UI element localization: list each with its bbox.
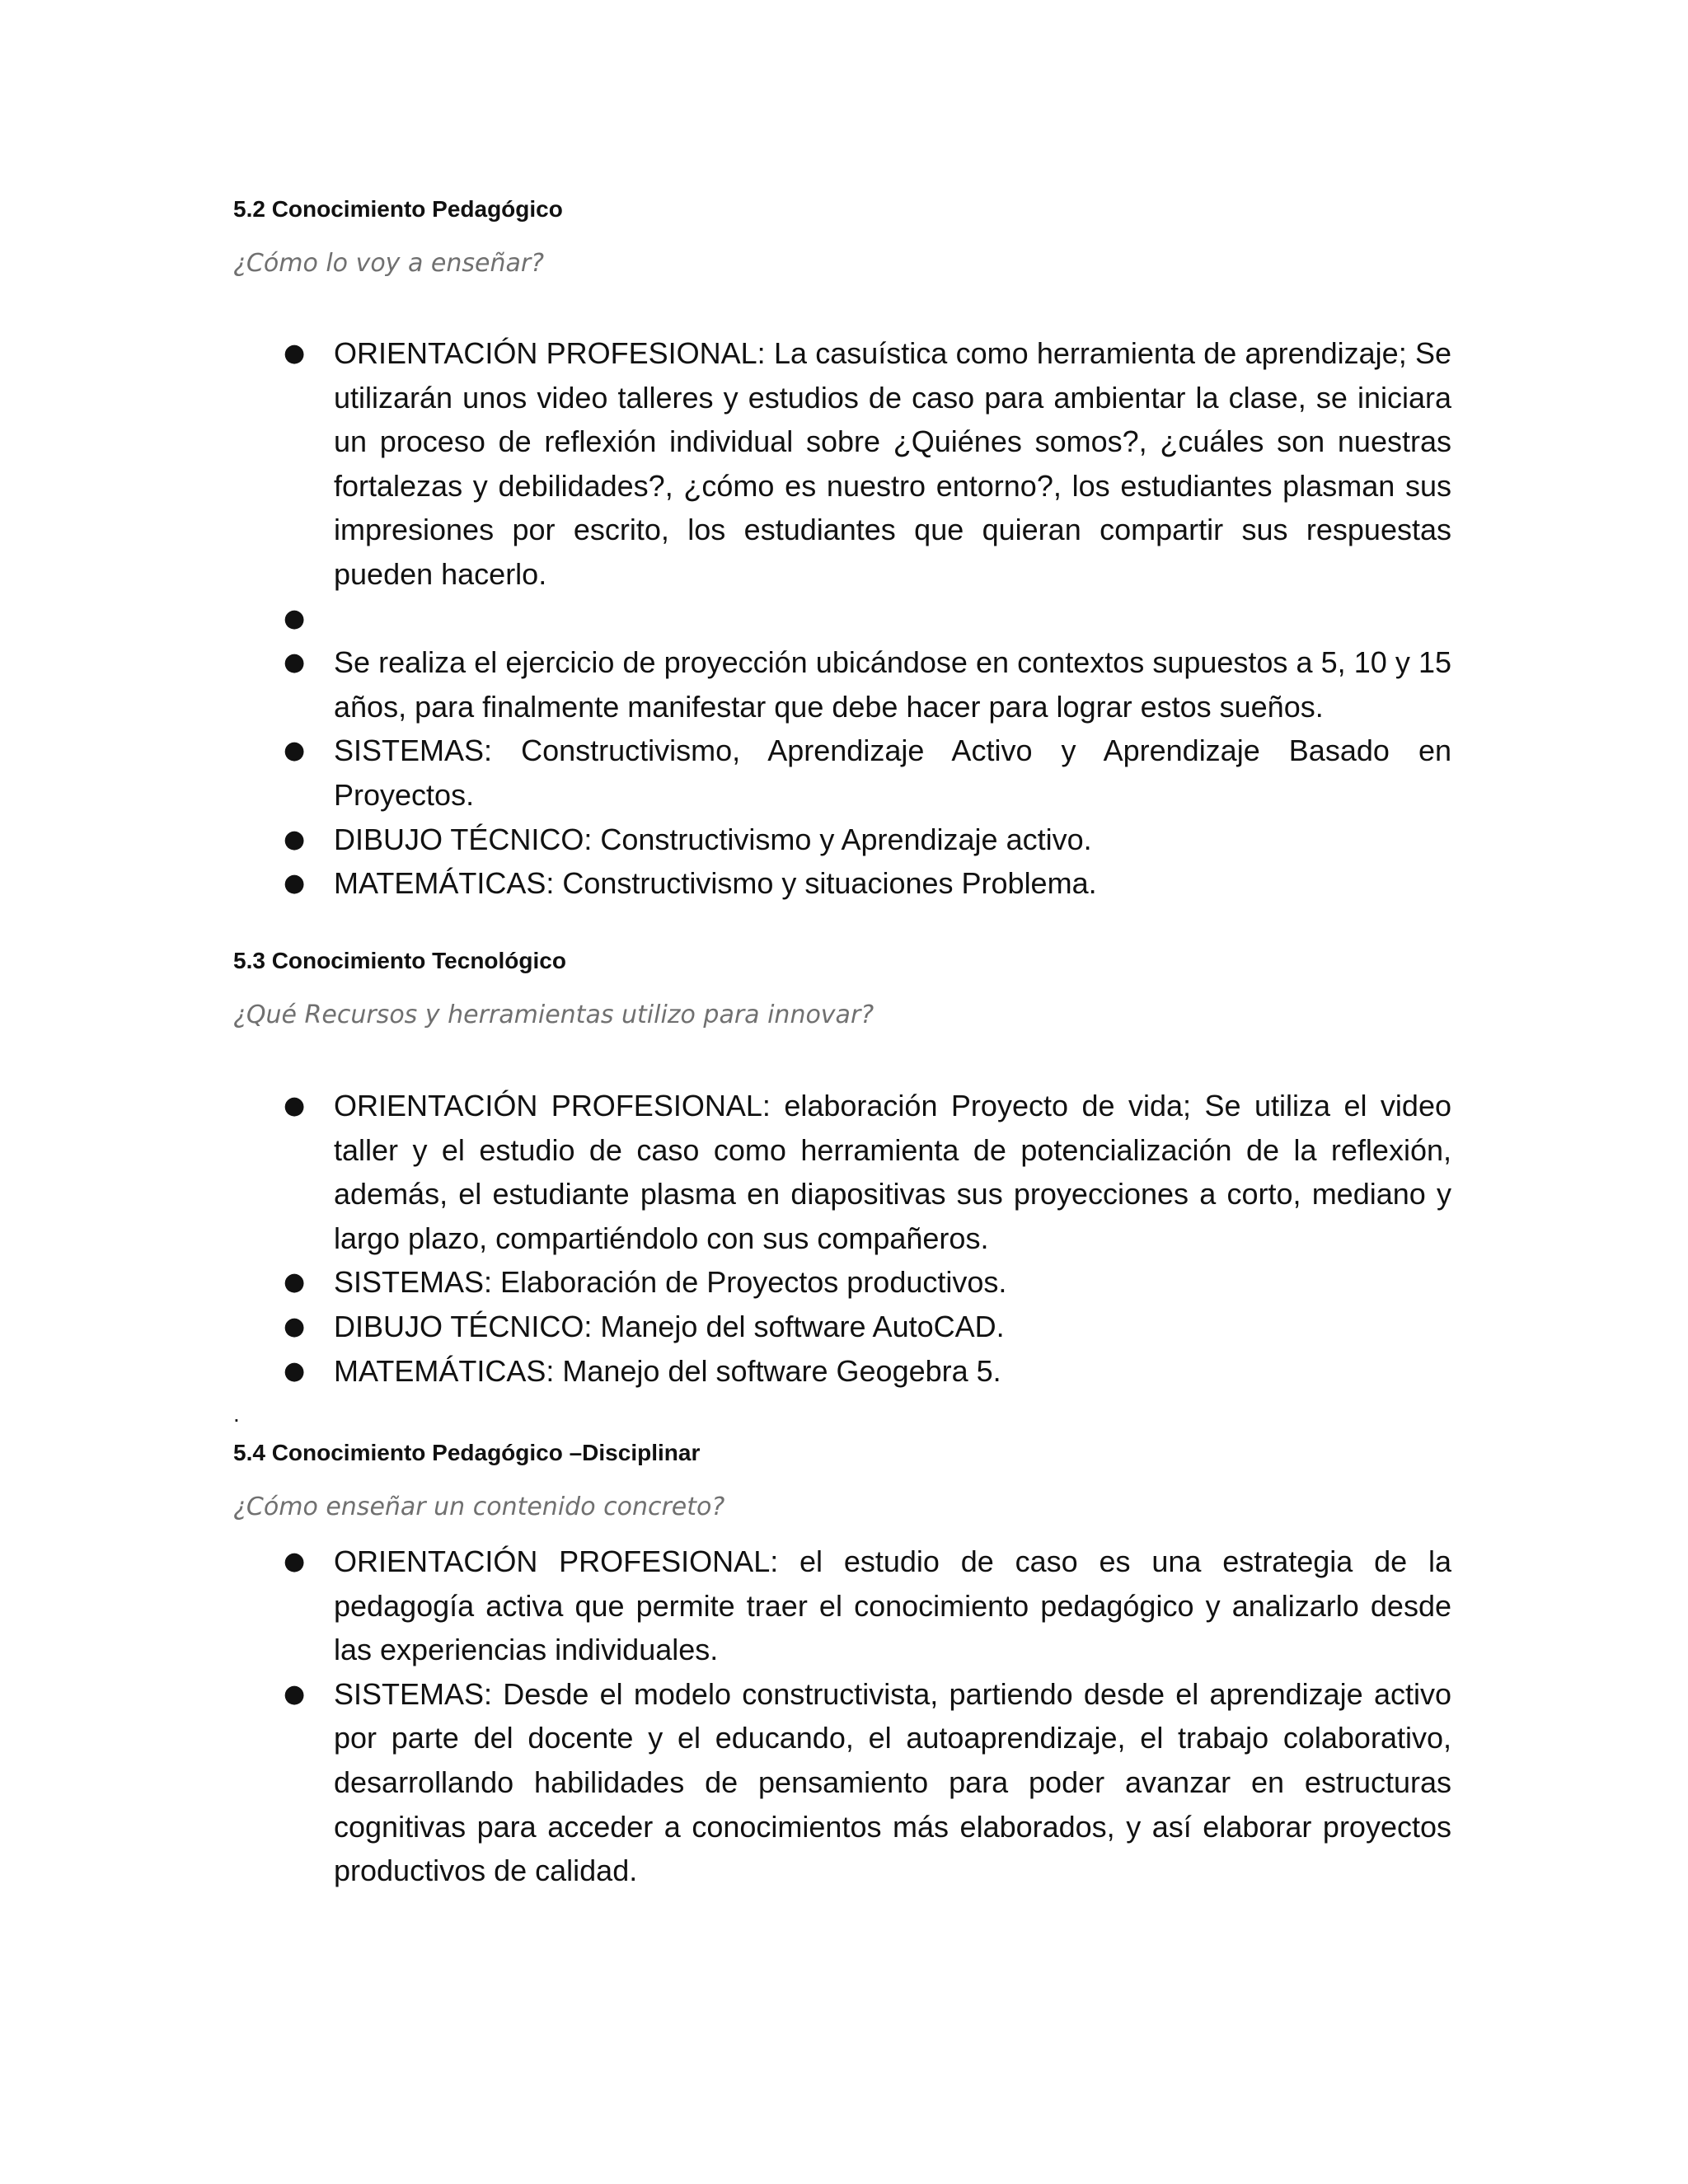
section-question-5-4: ¿Cómo enseñar un contenido concreto? xyxy=(233,1493,725,1521)
list-item-text: ORIENTACIÓN PROFESIONAL: elaboración Proyecto de vida; Se utiliza el video taller y el estudio de caso como herramienta de potencialización de la reflexión, además, el estudiante plasma en diapositivas sus proyecciones a corto, mediano y largo plazo, compartiéndolo con sus compañeros. xyxy=(334,1089,1451,1255)
bullet-icon: ● xyxy=(284,1547,306,1576)
list-item xyxy=(0,861,1451,906)
list-item xyxy=(0,1349,1451,1394)
bullet-icon: ● xyxy=(284,869,306,898)
list-item-text: MATEMÁTICAS: Manejo del software Geogebra 5. xyxy=(334,1353,1001,1388)
section-heading-5-2: 5.2 Conocimiento Pedagógico xyxy=(233,196,563,222)
separator-dot: . xyxy=(233,1401,240,1427)
bullet-icon: ● xyxy=(284,1679,306,1708)
list-item xyxy=(0,1540,1451,1672)
section-question-5-2: ¿Cómo lo voy a enseñar? xyxy=(233,249,545,278)
list-item xyxy=(0,1260,1451,1305)
bullet-icon: ● xyxy=(284,603,306,633)
list-item-text: SISTEMAS: Desde el modelo constructivista, partiendo desde el aprendizaje activo por parte del docente y el educando, el autoaprendizaje, el trabajo colaborativo, desarrollando habilidades de pensamiento para poder avanzar en estructuras cognitivas para acceder a conocimientos más elaborados, y así elaborar proyectos productivos de calidad. xyxy=(334,1676,1451,1888)
bullet-icon: ● xyxy=(284,1311,306,1341)
section-question-5-3: ¿Qué Recursos y herramientas utilizo para innovar? xyxy=(233,1001,874,1029)
bullet-icon: ● xyxy=(284,824,306,854)
section-heading-5-4: 5.4 Conocimiento Pedagógico –Disciplinar xyxy=(233,1440,701,1465)
bullet-icon: ● xyxy=(284,1356,306,1385)
section-heading-5-3: 5.3 Conocimiento Tecnológico xyxy=(233,948,566,973)
list-item-empty xyxy=(0,597,1451,641)
list-item-text: SISTEMAS: Constructivismo, Aprendizaje Activo y Aprendizaje Basado en Proyectos. xyxy=(334,733,1451,812)
list-item xyxy=(0,640,1451,729)
bullet-icon: ● xyxy=(284,1268,306,1297)
bullet-icon: ● xyxy=(284,339,306,368)
bullet-list-5-3 xyxy=(0,1084,1451,1393)
list-item-text: Se realiza el ejercicio de proyección ubicándose en contextos supuestos a 5, 10 y 15 años, para finalmente manifestar que debe hacer para lograr estos sueños. xyxy=(334,645,1451,724)
list-item xyxy=(0,818,1451,862)
list-item-text: ORIENTACIÓN PROFESIONAL: La casuística como herramienta de aprendizaje; Se utilizarán unos video talleres y estudios de caso para ambientar la clase, se iniciara un proceso de reflexión individual sobre ¿Quiénes somos?, ¿cuáles son nuestras fortalezas y debilidades?, ¿cómo es nuestro entorno?, los estudiantes plasman sus impresiones por escrito, los estudiantes que quieran compartir sus respuestas pueden hacerlo. xyxy=(334,336,1451,591)
bullet-icon: ● xyxy=(284,1091,306,1120)
list-item-text: SISTEMAS: Elaboración de Proyectos productivos. xyxy=(334,1265,1007,1300)
list-item xyxy=(0,331,1451,597)
list-item-text: ORIENTACIÓN PROFESIONAL: el estudio de caso es una estrategia de la pedagogía activa que permite traer el conocimiento pedagógico y analizarlo desde las experiencias individuales. xyxy=(334,1544,1451,1667)
bullet-list-5-2 xyxy=(0,331,1451,906)
bullet-icon: ● xyxy=(284,648,306,677)
list-item xyxy=(0,1305,1451,1349)
list-item-text: DIBUJO TÉCNICO: Manejo del software AutoCAD. xyxy=(334,1309,1005,1343)
bullet-list-5-4 xyxy=(0,1540,1451,1893)
list-item xyxy=(0,1672,1451,1893)
list-item xyxy=(0,729,1451,817)
list-item-text: MATEMÁTICAS: Constructivismo y situaciones Problema. xyxy=(334,866,1097,901)
bullet-icon: ● xyxy=(284,736,306,766)
list-item-text: DIBUJO TÉCNICO: Constructivismo y Aprendizaje activo. xyxy=(334,822,1092,856)
list-item xyxy=(0,1084,1451,1260)
